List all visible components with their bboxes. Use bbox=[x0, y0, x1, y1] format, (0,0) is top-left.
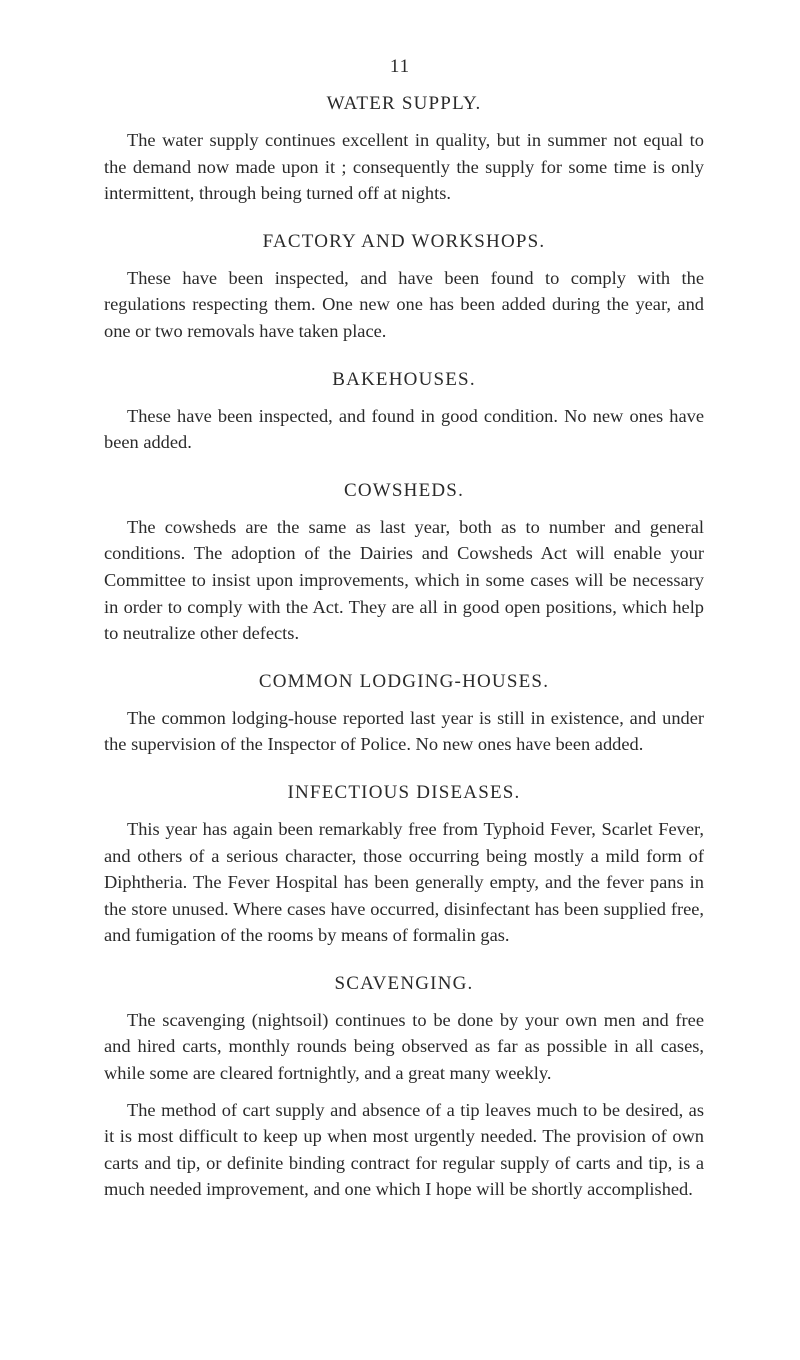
section-common-lodging-houses bbox=[104, 671, 704, 758]
section-heading: INFECTIOUS DISEASES. bbox=[287, 781, 521, 803]
section-heading: COMMON LODGING-HOUSES. bbox=[258, 670, 550, 692]
section-heading: FACTORY AND WORKSHOPS. bbox=[262, 230, 546, 252]
page-body bbox=[104, 93, 704, 1227]
paragraph: The water supply continues excellent in quality, but in summer not equal to the demand now made upon it ; consequently the supply for some time is only intermittent, through being turned off at nights. bbox=[104, 130, 704, 204]
paragraph: The cowsheds are the same as last year, both as to number and general conditions. The adoption of the Dairies and Cowsheds Act will enable your Committee to insist upon improvements, which in some cases will be necessary in order to comply with the Act. They are all in good open positions, which help to neutralize other defects. bbox=[104, 516, 704, 644]
paragraph: These have been inspected, and have been found to comply with the regulations respecting them. One new one has been added during the year, and one or two removals have taken place. bbox=[104, 267, 704, 341]
paragraph: These have been inspected, and found in good condition. No new ones have been added. bbox=[104, 405, 704, 453]
paragraph: The common lodging-house reported last year is still in existence, and under the supervision of the Inspector of Police. No new ones have been added. bbox=[104, 707, 704, 755]
paragraph: The scavenging (nightsoil) continues to be done by your own men and free and hired carts, monthly rounds being observed as far as possible in all cases, while some are cleared fortnightly, and a great many weekly. bbox=[104, 1009, 704, 1084]
paragraph: This year has again been remarkably free from Typhoid Fever, Scarlet Fever, and others of a serious character, those occurring being mostly a mild form of Diphtheria. The Fever Hospital has been generally empty, and the fever pans in the store unused. Where cases have occurred, disinfectant has been supplied free, and fumigation of the rooms by means of formalin gas. bbox=[104, 818, 704, 946]
section-factory-and-workshops bbox=[104, 231, 704, 345]
paragraph: The method of cart supply and absence of a tip leaves much to be desired, as it is most difficult to keep up when most urgently needed. The provision of own carts and tip, or definite binding contract for regular supply of carts and tip, is a much needed improvement, and one which I hope will be shortly accomplished. bbox=[104, 1099, 704, 1200]
section-cowsheds bbox=[104, 480, 704, 647]
section-heading: COWSHEDS. bbox=[343, 479, 465, 501]
section-heading: SCAVENGING. bbox=[334, 972, 474, 994]
section-heading: BAKEHOUSES. bbox=[332, 368, 476, 390]
section-heading: WATER SUPPLY. bbox=[326, 93, 482, 114]
section-infectious-diseases bbox=[104, 782, 704, 949]
section-scavenging bbox=[104, 973, 704, 1203]
section-water-supply bbox=[104, 93, 704, 207]
section-bakehouses bbox=[104, 369, 704, 456]
page-number: 11 bbox=[389, 56, 411, 77]
